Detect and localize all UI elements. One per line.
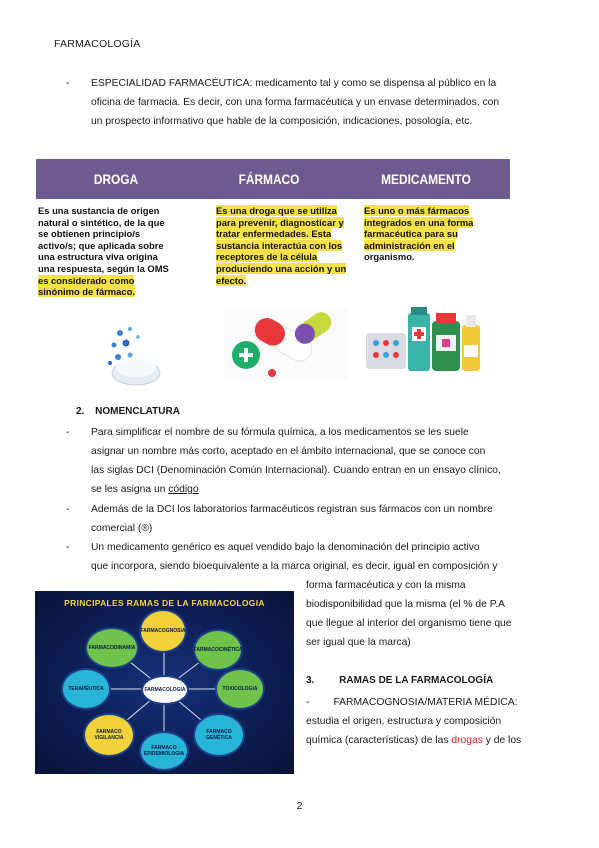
node-farmaco-genetica: FARMACO GENÉTICA (193, 713, 245, 757)
text-line: se obtienen principio/s (38, 228, 141, 240)
node-farmacologia-center: FARMACOLOGIA (141, 675, 189, 705)
text-line: efecto. (216, 274, 247, 286)
text-line: forma farmacéutica y con la misma (306, 580, 466, 591)
ramas-farmacognosia-paragraph (306, 693, 566, 750)
bullet-dash: - (66, 542, 70, 553)
bullet-dash: - (306, 697, 310, 708)
nomenclatura-item-3-continued (306, 576, 556, 652)
page-number: 2 (296, 800, 303, 812)
text-line: Un medicamento genérico es aquel vendido bajo la denominación del principio activo (91, 542, 480, 553)
section-title: NOMENCLATURA (95, 406, 180, 417)
text-line: administración en el (364, 239, 455, 251)
text-line: Es una droga que se utiliza (216, 205, 337, 216)
node-terapeutica: TERAPÉUTICA (61, 668, 111, 710)
text-line: que llegue al interior del organismo tiene que (306, 618, 512, 629)
text-span: se les asigna un (91, 484, 169, 495)
text-span: FARMACOGNOSIA/MATERIA MÉDICA: (333, 697, 518, 708)
text-line: Es una sustancia de origen (38, 205, 160, 216)
node-farmaco-epidemiologia: FARMACO EPIDEMIOLOGIA (139, 731, 189, 771)
intro-line: ESPECIALIDAD FARMACÉUTICA: medicamento tal y como se dispensa al público en la (91, 78, 497, 89)
node-farmacodinamia: FARMACODINAMIA (85, 627, 139, 669)
text-line: Para simplificar el nombre de su fórmula química, a los medicamentos se les suele (91, 427, 469, 438)
text-line (91, 480, 556, 499)
node-farmacognosia: FARMACOGNOSIA (139, 609, 187, 653)
text-line: que incorpora, siendo bioequivalente a la marca original, es decir, igual en composición y (91, 561, 498, 572)
section-title: RAMAS DE LA FARMACOLOGÍA (339, 675, 494, 686)
droga-definition (38, 205, 198, 298)
header-farmaco: FÁRMACO (238, 171, 300, 187)
medicamento-definition (364, 205, 510, 263)
ramas-heading (306, 675, 493, 686)
text-line: una respuesta, según la OMS (38, 262, 169, 274)
text-line: para prevenir, diagnosticar y (216, 216, 344, 228)
medicine-bottles-illustration (362, 305, 490, 377)
diagram-title: PRINCIPALES RAMAS DE LA FARMACOLOGIA (64, 598, 265, 608)
intro-line: oficina de farmacia. Es decir, con una forma farmacéutica y un envase determinados, con (91, 97, 500, 108)
node-farmacocinetica: FARMACOCINÉTICA (193, 629, 243, 671)
text-span: química (características) de las (306, 735, 452, 746)
text-line (306, 731, 566, 750)
nomenclatura-item-1 (66, 423, 556, 499)
text-line: es considerado como (38, 274, 135, 286)
farmaco-definition (216, 205, 366, 286)
text-line: biodisponibilidad que la misma (el % de P.A (306, 599, 505, 610)
drogas-highlight: drogas (451, 735, 483, 746)
pills-illustration (222, 305, 350, 383)
nomenclatura-item-3 (66, 538, 561, 576)
section-number: 2. (76, 406, 85, 417)
intro-line: un prospecto informativo que hable de la composición, indicaciones, posología, etc. (91, 116, 473, 127)
text-line: comercial (®) (91, 523, 153, 534)
section-number: 3. (306, 675, 315, 686)
text-line: integrados en una forma (364, 216, 474, 228)
text-line: las siglas DCI (Denominación Común Internacional). Cuando entran en un ensayo clínico, (91, 465, 501, 476)
text-line: natural o sintético, de la que (38, 216, 165, 228)
intro-paragraph (66, 74, 546, 131)
text-line: sinónimo de fármaco. (38, 286, 135, 298)
text-line: asignar un nombre más corto, aceptado en el ámbito internacional, que se conoce con (91, 446, 486, 457)
header-droga: DROGA (93, 171, 139, 187)
text-line: sustancia interactúa con los (216, 239, 343, 251)
text-span: y de los (482, 735, 522, 746)
text-line: tratar enfermedades. Esta (216, 228, 332, 240)
page-header: FARMACOLOGÍA (54, 38, 141, 50)
text-line: farmacéutica para su (364, 228, 458, 240)
nomenclatura-item-2 (66, 500, 556, 538)
text-line: activo/s; que aplicada sobre (38, 239, 164, 251)
bullet-dash: - (66, 427, 70, 438)
codigo-link[interactable]: código (168, 484, 199, 495)
text-line: Es uno o más fármacos (364, 205, 470, 216)
table-header (36, 159, 510, 199)
text-line: una estructura viva origina (38, 251, 158, 263)
text-line: Además de la DCI los laboratorios farmacéuticos registran sus fármacos con un nombre (91, 504, 493, 515)
text-line: receptores de la célula (216, 251, 318, 263)
node-toxicologia: TOXICOLOGIA (215, 668, 265, 710)
text-line: organismo. (364, 251, 415, 263)
nomenclatura-heading (76, 406, 180, 417)
droga-farmaco-medicamento-table (36, 159, 510, 321)
text-line: ser igual que la marca) (306, 637, 411, 648)
text-line: produciendo una acción y un (216, 262, 347, 274)
bullet-dash: - (66, 504, 70, 515)
node-farmaco-vigilancia: FARMACO VIGILANCIA (83, 713, 135, 757)
header-medicamento: MEDICAMENTO (381, 171, 471, 187)
bullet-dash: - (66, 78, 70, 89)
text-line (306, 693, 566, 712)
powder-dish-illustration (100, 323, 166, 391)
text-line: estudia el origen, estructura y composición (306, 716, 502, 727)
ramas-farmacologia-diagram (35, 591, 294, 774)
